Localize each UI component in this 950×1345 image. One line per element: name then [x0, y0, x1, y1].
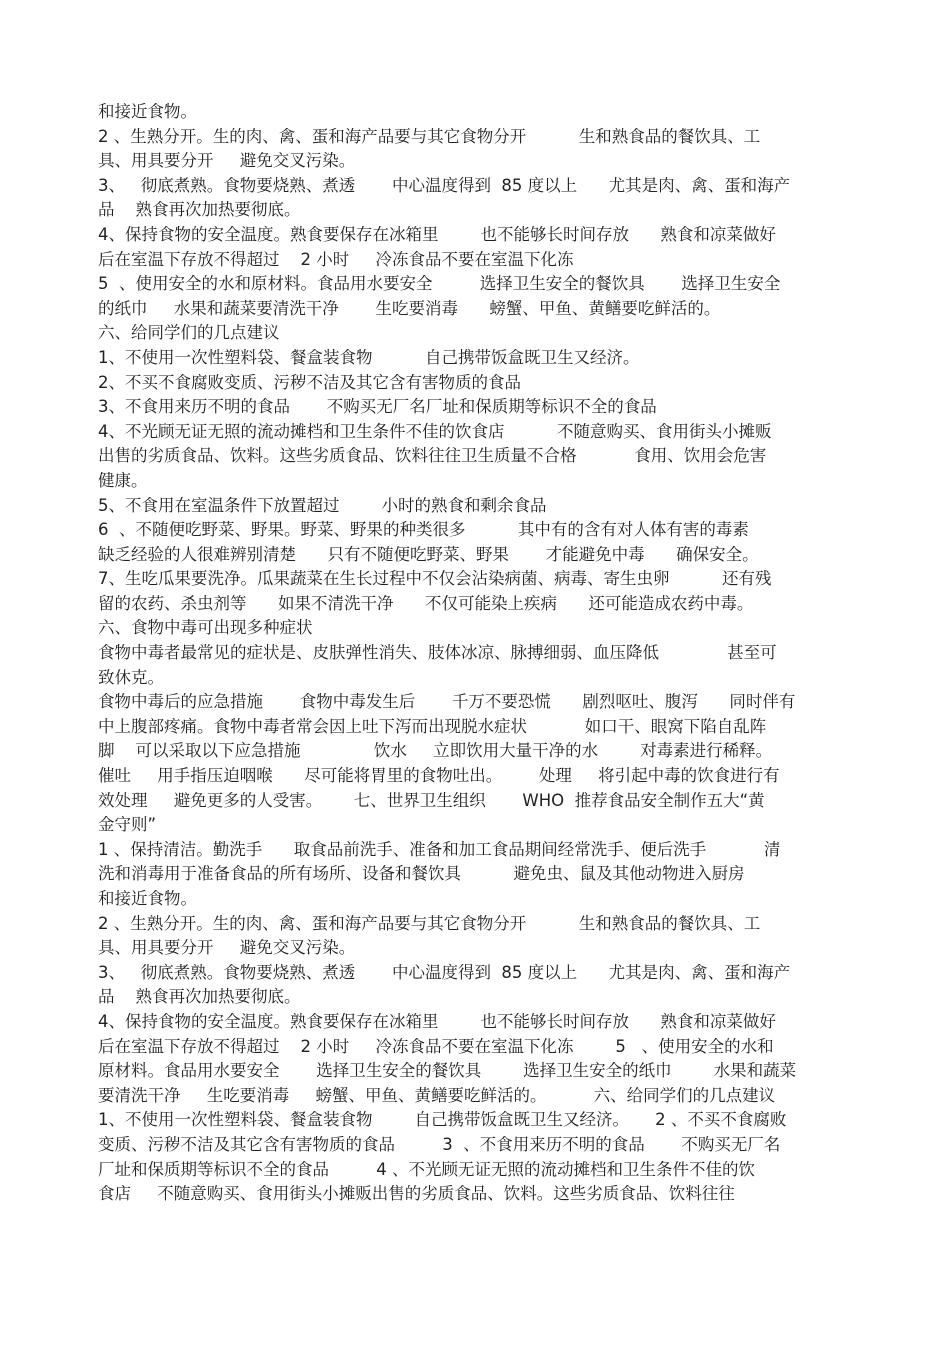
- text-line: 原材料。食品用水要安全 选择卫生安全的餐饮具 选择卫生安全的纸巾 水果和蔬菜: [98, 1061, 797, 1081]
- text-line: 六、给同学们的几点建议: [98, 323, 280, 343]
- text-line: 食店 不随意购买、食用街头小摊贩出售的劣质食品、饮料。这些劣质食品、饮料往往: [98, 1184, 735, 1204]
- text-line: 留的农药、杀虫剂等 如果不清洗干净 不仅可能染上疾病 还可能造成农药中毒。: [98, 593, 754, 613]
- text-line: 要清洗干净 生吃要消毒 螃蟹、甲鱼、黄鳝要吃鲜活的。 六、给同学们的几点建议: [98, 1085, 776, 1105]
- text-line: 4、不光顾无证无照的流动摊档和卫生条件不佳的饮食店 不随意购买、食用街头小摊贩: [98, 421, 772, 441]
- text-line: 1 、保持清洁。勤洗手 取食品前洗手、准备和加工食品期间经常洗手、便后洗手 清: [98, 839, 781, 859]
- text-line: 6 、不随便吃野菜、野果。野菜、野果的种类很多 其中有的含有对人体有害的毒素: [98, 520, 749, 540]
- text-line: 后在室温下存放不得超过 2 小时 冷冻食品不要在室温下化冻: [98, 249, 574, 269]
- text-line: 中上腹部疼痛。食物中毒者常会因上吐下泻而出现脱水症状 如口干、眼窝下陷自乱阵: [98, 716, 767, 736]
- text-line: 5 、使用安全的水和原材料。食品用水要安全 选择卫生安全的餐饮具 选择卫生安全: [98, 274, 781, 294]
- text-line: 健康。: [98, 470, 148, 490]
- text-line: 脚 可以采取以下应急措施 饮水 立即饮用大量干净的水 对毒素进行稀释。: [98, 741, 773, 761]
- text-line: 后在室温下存放不得超过 2 小时 冷冻食品不要在室温下化冻 5 、使用安全的水和: [98, 1036, 774, 1056]
- text-line: 品 熟食再次加热要彻底。: [98, 200, 301, 220]
- text-line: 具、用具要分开 避免交叉污染。: [98, 938, 356, 958]
- text-line: 1、不使用一次性塑料袋、餐盒装食物 自己携带饭盒既卫生又经济。 2 、不买不食腐败: [98, 1110, 787, 1130]
- text-line: 变质、污秽不洁及其它含有害物质的食品 3 、不食用来历不明的食品 不购买无厂名: [98, 1134, 781, 1154]
- text-line: 缺乏经验的人很难辨别清楚 只有不随便吃野菜、野果 才能避免中毒 确保安全。: [98, 544, 759, 564]
- text-line: 和接近食物。: [98, 889, 197, 908]
- text-line: 1、不使用一次性塑料袋、餐盒装食物 自己携带饭盒既卫生又经济。: [98, 347, 640, 367]
- text-line: 4、保持食物的安全温度。熟食要保存在冰箱里 也不能够长时间存放 熟食和凉菜做好: [98, 1011, 776, 1031]
- text-line: 效处理 避免更多的人受害。 七、世界卫生组织 WHO 推荐食品安全制作五大“黄: [98, 790, 765, 810]
- text-line: 致休克。: [98, 667, 164, 687]
- text-line: 3、 彻底煮熟。食物要烧熟、煮透 中心温度得到 85 度以上 尤其是肉、禽、蛋和海产: [98, 962, 791, 982]
- text-line: 2 、生熟分开。生的肉、禽、蛋和海产品要与其它食物分开 生和熟食品的餐饮具、工: [98, 126, 761, 146]
- text-line: 3、 彻底煮熟。食物要烧熟、煮透 中心温度得到 85 度以上 尤其是肉、禽、蛋和海产: [98, 175, 791, 195]
- text-line: 洗和消毒用于准备食品的所有场所、设备和餐饮具 避免虫、鼠及其他动物进入厨房: [98, 864, 745, 884]
- text-line: 3、不食用来历不明的食品 不购买无厂名厂址和保质期等标识不全的食品: [98, 397, 657, 417]
- text-line: 出售的劣质食品、饮料。这些劣质食品、饮料往往卫生质量不合格 食用、饮用会危害: [98, 446, 767, 466]
- text-line: 具、用具要分开 避免交叉污染。: [98, 151, 356, 171]
- text-line: 金守则”: [98, 815, 157, 835]
- text-line: 六、食物中毒可出现多种症状: [98, 618, 313, 638]
- text-line: 2、不买不食腐败变质、污秽不洁及其它含有害物质的食品: [98, 372, 521, 392]
- document-body: [98, 100, 838, 1207]
- text-line: 的纸巾 水果和蔬菜要清洗干净 生吃要消毒 螃蟹、甲鱼、黄鳝要吃鲜活的。: [98, 298, 721, 318]
- text-line: 厂址和保质期等标识不全的食品 4 、不光顾无证无照的流动摊档和卫生条件不佳的饮: [98, 1159, 755, 1179]
- text-line: 2 、生熟分开。生的肉、禽、蛋和海产品要与其它食物分开 生和熟食品的餐饮具、工: [98, 913, 761, 933]
- text-line: 5、不食用在室温条件下放置超过 小时的熟食和剩余食品: [98, 495, 547, 515]
- text-line: 食物中毒后的应急措施 食物中毒发生后 千万不要恐慌 剧烈呕吐、腹泻 同时伴有: [98, 692, 796, 712]
- text-line: 催吐 用手指压迫咽喉 尽可能将胃里的食物吐出。 处理 将引起中毒的饮食进行有: [98, 766, 780, 786]
- text-line: 4、保持食物的安全温度。熟食要保存在冰箱里 也不能够长时间存放 熟食和凉菜做好: [98, 224, 776, 244]
- text-line: 食物中毒者最常见的症状是、皮肤弹性消失、肢体冰凉、脉搏细弱、血压降低 甚至可: [98, 643, 777, 663]
- text-line: 7、生吃瓜果要洗净。瓜果蔬菜在生长过程中不仅会沾染病菌、病毒、寄生虫卵 还有残: [98, 569, 772, 589]
- text-line: 品 熟食再次加热要彻底。: [98, 987, 301, 1007]
- text-line: 和接近食物。: [98, 102, 197, 121]
